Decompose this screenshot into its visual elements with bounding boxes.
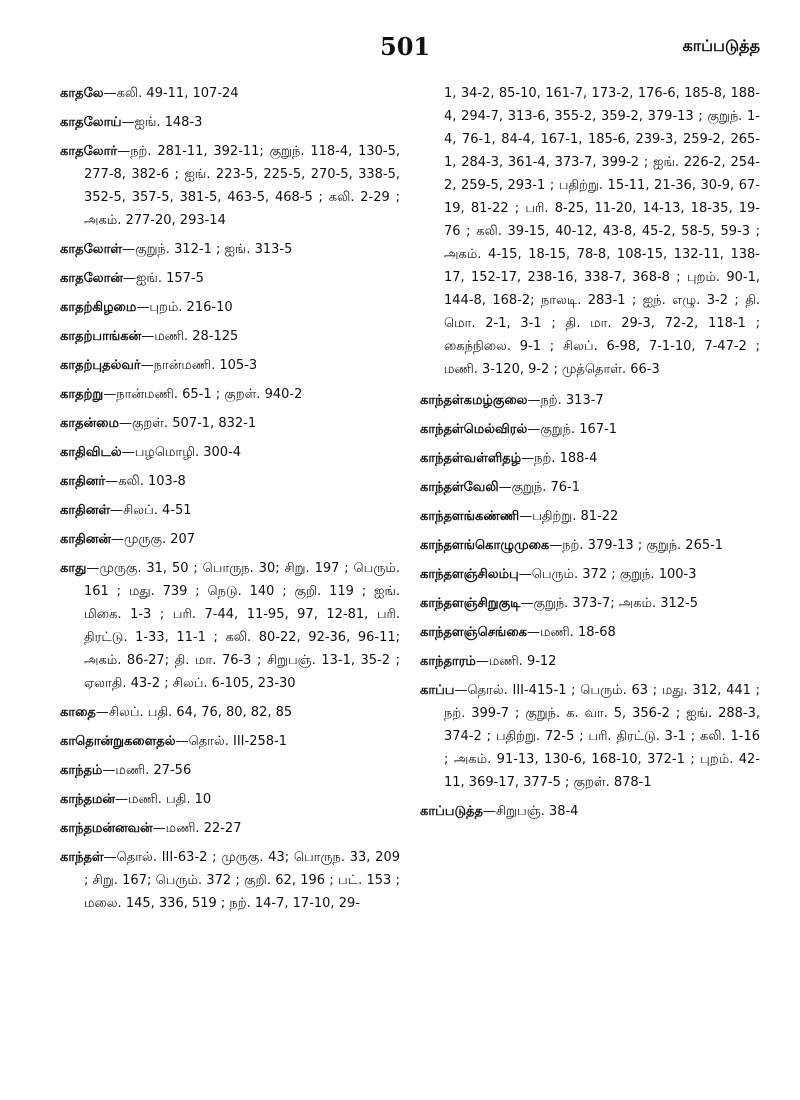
entry-headword: காந்தமன்னவன்	[60, 821, 153, 836]
index-entry	[60, 470, 400, 493]
entry-headword: காதலே	[60, 86, 104, 101]
entry-references: —பழமொழி. 300-4	[121, 445, 242, 460]
index-entry	[420, 650, 760, 673]
index-entry	[60, 817, 400, 840]
entry-references: —கலி. 49-11, 107-24	[103, 86, 239, 101]
entry-references: —குறுந். 167-1	[527, 422, 618, 437]
entry-headword: காந்தள்வள்ளிதழ்	[420, 451, 522, 466]
entry-references: —சிறுபஞ். 38-4	[483, 804, 579, 819]
index-entry	[420, 505, 760, 528]
entry-references: —மணி. 27-56	[102, 763, 192, 778]
index-entry	[60, 111, 400, 134]
index-entry	[420, 592, 760, 615]
entry-references: —நற். 188-4	[521, 451, 598, 466]
entry-references: —மணி. 9-12	[475, 654, 557, 669]
index-entry	[60, 140, 400, 232]
index-entry	[420, 447, 760, 470]
entry-headword: காதற்கிழமை	[60, 300, 137, 315]
index-entry	[60, 82, 400, 105]
page-number: 501	[380, 32, 431, 61]
entry-headword: காந்தளங்கொழுமுகை	[420, 538, 550, 553]
entry-headword: காதற்று	[60, 387, 104, 402]
entry-references: —முருகு. 31, 50 ; பொருந. 30; சிறு. 197 ; பெரும். 161 ; மது. 739 ; நெடு. 140 ; குறி. 119 ; ஐங். மிகை. 1-3 ; பரி. 7-44, 11-95, 97, 12-81, பரி. திரட்டு. 1-33, 11-1 ; கலி. 80-22, 92-36, 96-11; அகம். 86-27; தி. மா. 76-3 ; சிறுபஞ். 13-1, 35-2 ; ஏலாதி. 43-2 ; சிலப். 6-105, 23-30	[84, 561, 400, 691]
entry-references: —தொல். III-63-2 ; முருகு. 43; பொருந. 33, 209 ; சிறு. 167; பெரும். 372 ; குறி. 62, 196 ; பட். 153 ; மலை. 145, 336, 519 ; நற். 14-7, 17-10, 29-	[84, 850, 400, 911]
index-entry	[60, 846, 400, 915]
index-entry	[60, 383, 400, 406]
entry-headword: காதிவிடல்	[60, 445, 122, 460]
entry-references: —சிலப். பதி. 64, 76, 80, 82, 85	[95, 705, 293, 720]
entry-references: —சிலப். 4-51	[110, 503, 192, 518]
entry-headword: காந்தளஞ்சிலம்பு	[420, 567, 519, 582]
index-entry	[60, 441, 400, 464]
entry-references: —மணி. 22-27	[152, 821, 242, 836]
entry-headword: காது	[60, 561, 87, 576]
entry-headword: காதற்பாங்கன்	[60, 329, 142, 344]
index-entry	[60, 267, 400, 290]
entry-headword: காதினன்	[60, 532, 111, 547]
entry-references: —குறள். 507-1, 832-1	[118, 416, 257, 431]
entry-references: —நற். 281-11, 392-11; குறுந். 118-4, 130-5, 277-8, 382-6 ; ஐங். 223-5, 225-5, 270-5, 338-5, 352-5, 357-5, 381-5, 463-5, 468-5 ; கலி. 2-29 ; அகம். 277-20, 293-14	[84, 144, 400, 228]
entry-references: —குறுந். 76-1	[498, 480, 581, 495]
index-entry	[60, 759, 400, 782]
index-entry	[60, 325, 400, 348]
index-entry	[60, 730, 400, 753]
entry-references: —மணி. பதி. 10	[114, 792, 212, 807]
index-entry	[420, 679, 760, 794]
entry-references: —ஐங். 148-3	[121, 115, 203, 130]
entry-references: —ஐங். 157-5	[123, 271, 204, 286]
entry-references: —மணி. 18-68	[526, 625, 616, 640]
entry-references: —நான்மணி. 65-1 ; குறள். 940-2	[103, 387, 303, 402]
index-entry	[420, 389, 760, 412]
entry-references: —பெரும். 372 ; குறுந். 100-3	[518, 567, 697, 582]
entry-headword: காந்தள்மெல்விரல்	[420, 422, 528, 437]
index-entry	[60, 354, 400, 377]
entry-headword: காந்தளஞ்சிறுகுடி	[420, 596, 521, 611]
entry-headword: காதலோய்	[60, 115, 122, 130]
index-entry	[420, 418, 760, 441]
entry-headword: காதன்மை	[60, 416, 119, 431]
entry-headword: காதலோன்	[60, 271, 123, 286]
entry-headword: காதை	[60, 705, 96, 720]
entry-headword: காந்தளஞ்செங்கை	[420, 625, 527, 640]
index-entry	[60, 528, 400, 551]
entry-references: —மணி. 28-125	[141, 329, 239, 344]
entry-references: —குறுந். 312-1 ; ஐங். 313-5	[122, 242, 293, 257]
index-entry	[60, 238, 400, 261]
entry-headword: காந்தள்கமழ்குலை	[420, 393, 528, 408]
entry-headword: காதலோள்	[60, 242, 123, 257]
entry-headword: காதலோர்	[60, 144, 118, 159]
entry-references: —குறுந். 373-7; அகம். 312-5	[520, 596, 698, 611]
index-entry	[420, 800, 760, 823]
entry-headword: காந்தம்	[60, 763, 103, 778]
entry-references: —தொல். III-258-1	[175, 734, 287, 749]
right-column	[420, 82, 760, 829]
entry-headword: காதொன்றுகளைதல்	[60, 734, 176, 749]
entry-references: —புறம். 216-10	[136, 300, 233, 315]
index-entry	[60, 499, 400, 522]
entry-references: —நற். 379-13 ; குறுந். 265-1	[549, 538, 724, 553]
index-entry	[60, 788, 400, 811]
entry-headword: காந்தமன்	[60, 792, 115, 807]
index-entry	[420, 534, 760, 557]
entry-headword: காந்தாரம்	[420, 654, 476, 669]
entry-headword: காந்தளங்கண்ணி	[420, 509, 520, 524]
index-entry	[60, 701, 400, 724]
left-column	[60, 82, 400, 921]
entry-headword: காப்படுத்த	[420, 804, 483, 819]
entry-references: —முருகு. 207	[110, 532, 196, 547]
entry-headword: காதினள்	[60, 503, 111, 518]
entry-references: —தொல். III-415-1 ; பெரும். 63 ; மது. 312, 441 ; நற். 399-7 ; குறுந். க. வா. 5, 356-2 ; ஐங். 288-3, 374-2 ; பதிற்று. 72-5 ; பரி. திரட்டு. 3-1 ; கலி. 1-16 ; அகம். 91-13, 130-6, 168-10, 372-1 ; புறம். 42-11, 369-17, 377-5 ; குறள். 878-1	[444, 683, 760, 790]
index-entry	[420, 621, 760, 644]
entry-headword: காந்தள்வேலி	[420, 480, 499, 495]
running-head: காப்படுத்த	[682, 36, 760, 55]
index-entry	[420, 476, 760, 499]
continued-references: 1, 34-2, 85-10, 161-7, 173-2, 176-6, 185-8, 188-4, 294-7, 313-6, 355-2, 359-2, 379-13 ; குறுந். 1-4, 76-1, 84-4, 167-1, 185-6, 239-3, 259-2, 265-1, 284-3, 361-4, 373-7, 399-2 ; ஐங். 226-2, 254-2, 259-5, 293-1 ; பதிற்று. 15-11, 21-36, 30-9, 67-19, 81-22 ; பரி. 8-25, 11-20, 14-13, 18-35, 19-76 ; கலி. 39-15, 40-12, 43-8, 45-2, 58-5, 59-3 ; அகம். 4-15, 18-15, 78-8, 108-15, 132-11, 138-17, 152-17, 238-16, 338-7, 368-8 ; புறம். 90-1, 144-8, 168-2; நாலடி. 283-1 ; ஐந். எழு. 3-2 ; தி. மொ. 2-1, 3-1 ; தி. மா. 29-3, 72-2, 118-1 ; கைந்நிலை. 9-1 ; சிலப். 6-98, 7-1-10, 7-47-2 ; மணி. 3-120, 9-2 ; முத்தொள். 66-3	[444, 86, 760, 377]
entry-references: —கலி. 103-8	[105, 474, 186, 489]
entry-headword: காதினர்	[60, 474, 106, 489]
entry-headword: காந்தள்	[60, 850, 104, 865]
index-entry	[60, 557, 400, 695]
entry-references: —நான்மணி. 105-3	[140, 358, 258, 373]
page-header	[0, 30, 800, 70]
entry-headword: காப்ப	[420, 683, 455, 698]
entry-references: —பதிற்று. 81-22	[519, 509, 619, 524]
entry-headword: காதற்புதல்வர்	[60, 358, 141, 373]
index-entry	[60, 412, 400, 435]
index-entry	[60, 296, 400, 319]
entry-references: —நற். 313-7	[527, 393, 604, 408]
index-entry	[420, 563, 760, 586]
